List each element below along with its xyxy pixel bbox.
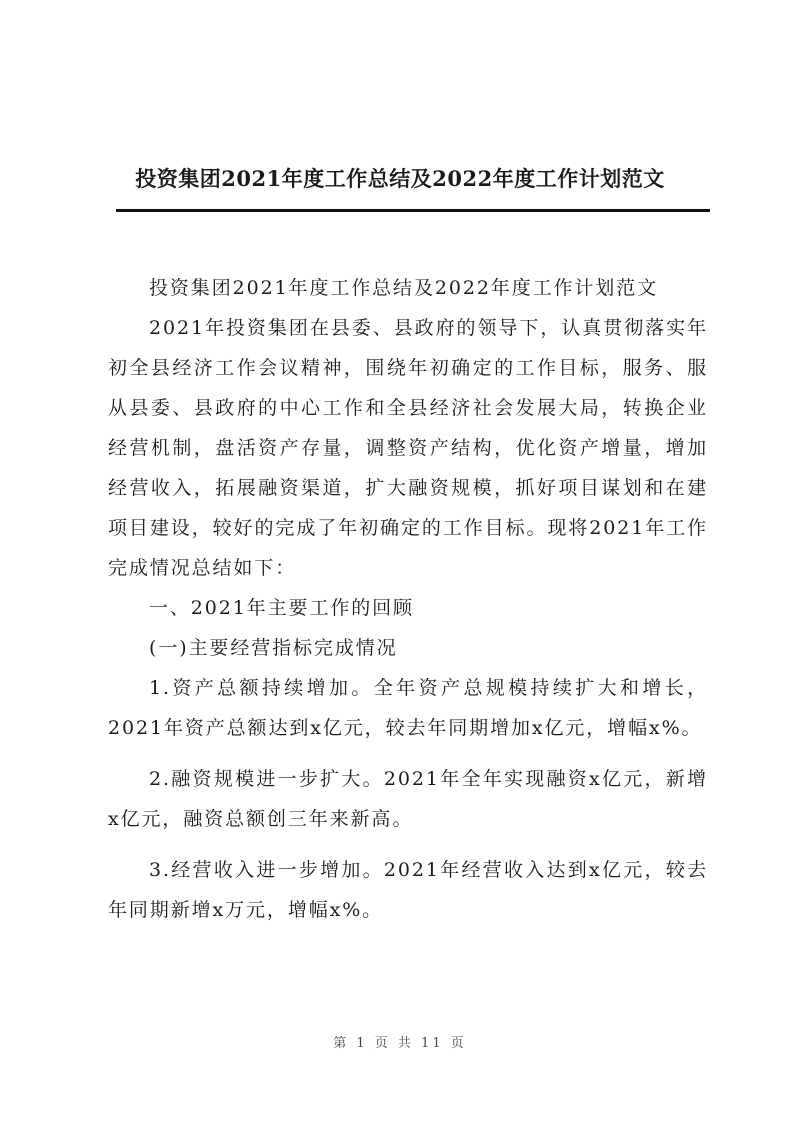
paragraph-financing: 2.融资规模进一步扩大。2021年全年实现融资x亿元，新增x亿元，融资总额创三年来新高。 xyxy=(108,768,708,830)
subsection-heading-indicators: (一)主要经营指标完成情况 xyxy=(149,637,398,659)
paragraph-assets: 1.资产总额持续增加。全年资产总规模持续扩大和增长，2021年资产总额达到x亿元，较去年同期增加x亿元，增幅x%。 xyxy=(108,677,708,739)
paragraph-revenue: 3.经营收入进一步增加。2021年经营收入达到x亿元，较去年同期新增x万元，增幅x%。 xyxy=(108,859,708,921)
page-number-footer: 第 1 页 共 11 页 xyxy=(333,1036,467,1051)
paragraph-heading-repeat: 投资集团2021年度工作总结及2022年度工作计划范文 xyxy=(149,277,659,299)
paragraph-intro: 2021年投资集团在县委、县政府的领导下，认真贯彻落实年初全县经济工作会议精神，围绕年初确定的工作目标，服务、服从县委、县政府的中心工作和全县经济社会发展大局，转换企业经营机制，盘活资产存量，调整资产结构，优化资产增量，增加经营收入，拓展融资渠道，扩大融资规模，抓好项目谋划和在建项目建设，较好的完成了年初确定的工作目标。现将2021年工作完成情况总结如下： xyxy=(108,317,708,579)
section-heading-review: 一、2021年主要工作的回顾 xyxy=(149,597,414,619)
document-title: 投资集团2021年度工作总结及2022年度工作计划范文 xyxy=(135,166,665,191)
document-body xyxy=(108,268,708,930)
title-divider xyxy=(116,209,710,212)
